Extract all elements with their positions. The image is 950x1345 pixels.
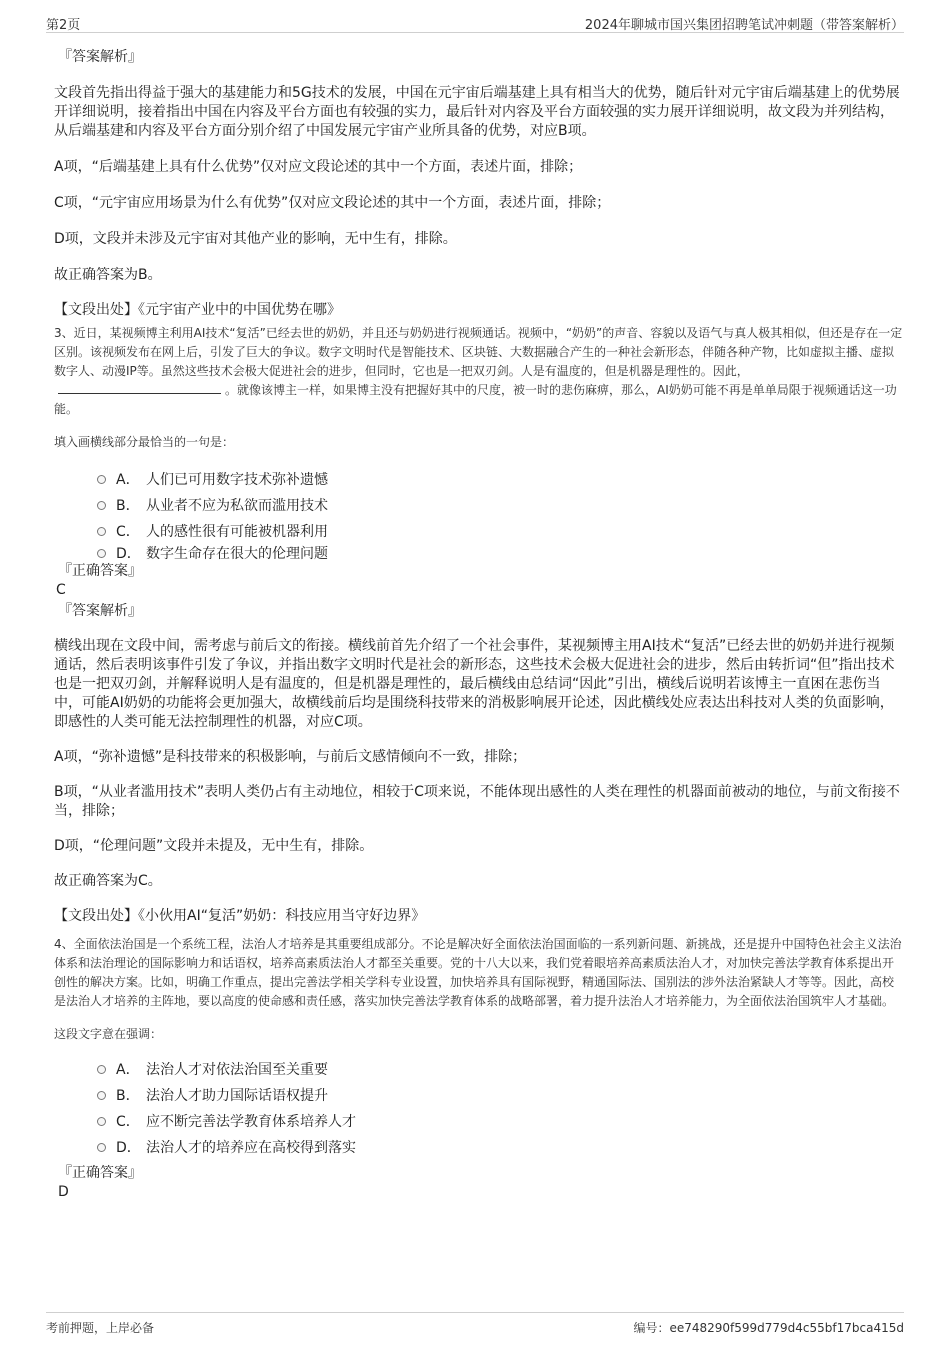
q2-conclusion: 故正确答案为B。 xyxy=(54,267,162,283)
q3-conclusion: 故正确答案为C。 xyxy=(54,873,162,889)
q3-option-b[interactable]: B． 从业者不应为私欲而滥用技术 xyxy=(97,492,904,518)
q4-option-c[interactable]: C． 应不断完善法学教育体系培养人才 xyxy=(97,1108,904,1134)
page-number: 第2页 xyxy=(46,18,81,33)
q3-option-a[interactable]: A． 人们已可用数字技术弥补遗憾 xyxy=(97,466,904,492)
q3-fill-blank xyxy=(58,381,221,394)
q3-prompt: 填入画横线部分最恰当的一句是： xyxy=(54,435,235,449)
q3-option-d[interactable]: D． 数字生命存在很大的伦理问题 xyxy=(97,544,904,562)
radio-icon[interactable] xyxy=(97,1065,106,1074)
q4-option-b[interactable]: B． 法治人才助力国际话语权提升 xyxy=(97,1082,904,1108)
q3-option-c[interactable]: C． 人的感性很有可能被机器利用 xyxy=(97,518,904,544)
q3-answer: C xyxy=(56,582,66,598)
radio-icon[interactable] xyxy=(97,527,106,536)
footer-slogan: 考前押题，上岸必备 xyxy=(46,1321,155,1335)
q2-option-a-note: A项，“后端基建上具有什么优势”仅对应文段论述的其中一个方面，表述片面，排除； xyxy=(54,159,583,175)
radio-icon[interactable] xyxy=(97,1143,106,1152)
document-code: 编号：ee748290f599d779d4c55bf17bca415d xyxy=(633,1321,904,1335)
q2-analysis-label: 『答案解析』 xyxy=(58,49,142,65)
radio-icon[interactable] xyxy=(97,549,106,558)
q3-option-b-note: B项，“从业者滥用技术”表明人类仍占有主动地位，相较于C项来说，不能体现出感性的人类在理性的机器面前被动的地位，与前文衔接不当，排除； xyxy=(54,784,900,819)
q4-answer-label: 『正确答案』 xyxy=(58,1165,142,1181)
q3-options xyxy=(97,466,904,562)
q3-option-d-note: D项，“伦理问题”文段并未提及，无中生有，排除。 xyxy=(54,838,374,854)
q2-source: 【文段出处】《元宇宙产业中的中国优势在哪》 xyxy=(54,302,341,318)
radio-icon[interactable] xyxy=(97,1091,106,1100)
q3-source: 【文段出处】《小伙用AI“复活”奶奶：科技应用当守好边界》 xyxy=(54,908,426,924)
page-header xyxy=(46,12,904,33)
q3-stem: 3、近日，某视频博主利用AI技术“复活”已经去世的奶奶，并且还与奶奶进行视频通话。视频中，“奶奶”的声音、容貌以及语气与真人极其相似，但还是存在一定区别。该视频发布在网上后，引发了巨大的争议。数字文明时代是智能技术、区块链、大数据融合产生的一种社会新形态，伴随各种产物，比如虚拟主播、虚拟数字人、动漫IP等。虽然这些技术会极大促进社会的进步，但同时，它也是一把双刃剑。人是有温度的，但是机器是理性的。因此，。就像该博主一样，如果博主没有把握好其中的尺度，被一时的悲伤麻痹，那么，AI奶奶可能不再是单单局限于视频通话这一功能。 xyxy=(54,326,903,416)
q4-option-a[interactable]: A． 法治人才对依法治国至关重要 xyxy=(97,1056,904,1082)
q2-analysis-text: 文段首先指出得益于强大的基建能力和5G技术的发展，中国在元宇宙后端基建上具有相当大的优势，随后针对元宇宙后端基建上的优势展开详细说明，接着指出中国在内容及平台方面也有较强的实力，最后针对内容及平台方面较强的实力展开详细说明，故文段为并列结构，从后端基建和内容及平台方面分别介绍了中国发展元宇宙产业所具备的优势，对应B项。 xyxy=(54,85,900,139)
q4-answer: D xyxy=(58,1184,69,1200)
q4-options xyxy=(97,1056,904,1160)
page-footer xyxy=(46,1312,904,1339)
page-content xyxy=(54,40,904,1202)
radio-icon[interactable] xyxy=(97,501,106,510)
q3-analysis-label: 『答案解析』 xyxy=(58,603,142,619)
q4-option-d[interactable]: D． 法治人才的培养应在高校得到落实 xyxy=(97,1134,904,1160)
q3-option-a-note: A项，“弥补遗憾”是科技带来的积极影响，与前后文感情倾向不一致，排除； xyxy=(54,749,527,765)
q4-stem: 4、全面依法治国是一个系统工程，法治人才培养是其重要组成部分。不论是解决好全面依法治国面临的一系列新问题、新挑战，还是提升中国特色社会主义法治体系和法治理论的国际影响力和话语权，培养高素质法治人才都至关重要。党的十八大以来，我们党着眼培养高素质法治人才，对加快完善法学教育体系提出开创性的解决方案。比如，明确工作重点，提出完善法学相关学科专业设置，加快培养具有国际视野，精通国际法、国别法的涉外法治紧缺人才等等。因此，高校是法治人才培养的主阵地，要以高度的使命感和责任感，落实加快完善法学教育体系的战略部署，着力提升法治人才培养能力，为全面依法治国筑牢人才基础。 xyxy=(54,937,902,1008)
q3-analysis-text: 横线出现在文段中间，需考虑与前后文的衔接。横线前首先介绍了一个社会事件，某视频博主用AI技术“复活”已经去世的奶奶并进行视频通话，然后表明该事件引发了争议，并指出数字文明时代是社会的新形态，这些技术会极大促进社会的进步，然后由转折词“但”指出技术也是一把双刃剑，并解释说明人是有温度的，但是机器是理性的，最后横线由总结词“因此”引出，横线后说明若该博主一直困在悲伤当中，可能AI奶奶的功能将会更加强大，故横线前后均是围绕科技带来的消极影响展开论述，因此横线处应表达出科技对人类的负面影响，即感性的人类可能无法控制理性的机器，对应C项。 xyxy=(54,638,895,730)
q2-option-c-note: C项，“元宇宙应用场景为什么有优势”仅对应文段论述的其中一个方面，表述片面，排除； xyxy=(54,195,611,211)
radio-icon[interactable] xyxy=(97,475,106,484)
q4-prompt: 这段文字意在强调： xyxy=(54,1027,163,1041)
q2-option-d-note: D项，文段并未涉及元宇宙对其他产业的影响，无中生有，排除。 xyxy=(54,231,457,247)
radio-icon[interactable] xyxy=(97,1117,106,1126)
document-title: 2024年聊城市国兴集团招聘笔试冲刺题（带答案解析） xyxy=(584,18,904,33)
q3-answer-label: 『正确答案』 xyxy=(58,563,142,579)
